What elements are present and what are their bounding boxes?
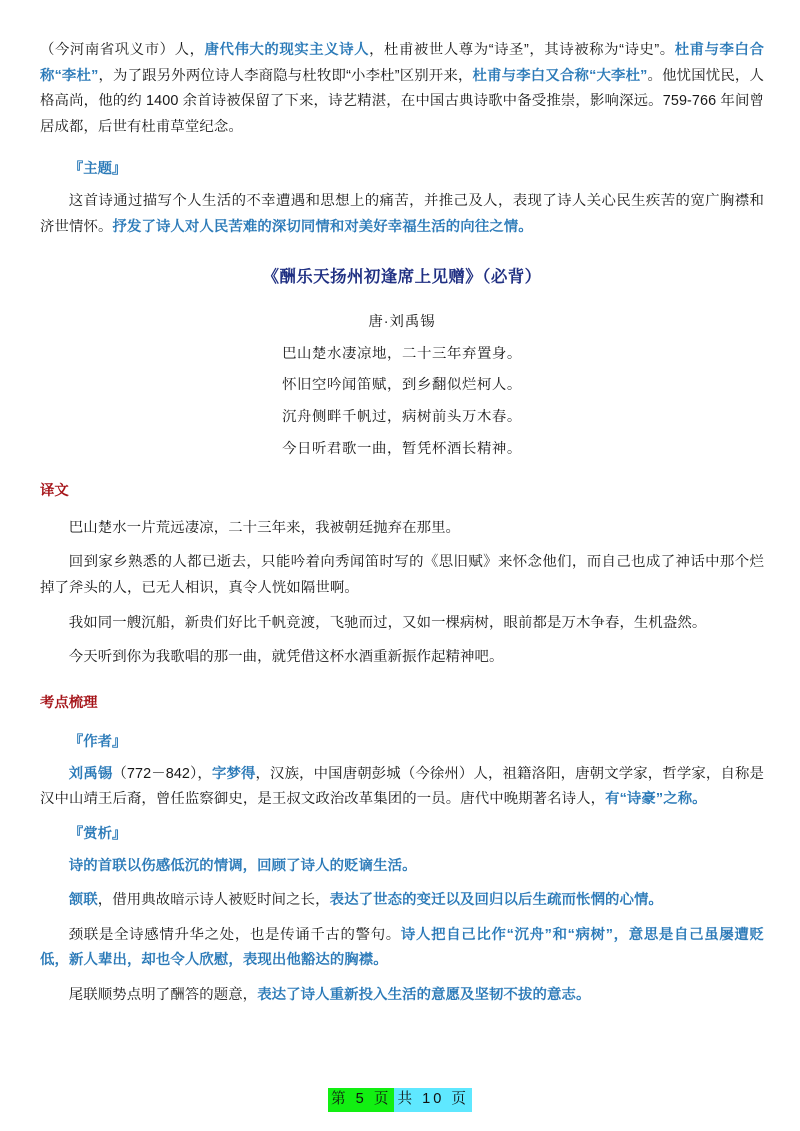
spacer (40, 716, 764, 730)
spacer (40, 602, 764, 611)
theme-paragraph (40, 189, 764, 240)
translation-paragraph: 回到家乡熟悉的人都已逝去，只能吟着向秀闻笛时写的《思旧赋》来怀念他们，而自己也成了神话中那个烂掉了斧头的人，已无人相识，真令人恍如隔世啊。 (40, 554, 764, 596)
author-section-heading: 『作者』 (68, 734, 127, 751)
spacer (40, 505, 764, 516)
spacer (40, 140, 764, 157)
spacer (40, 879, 764, 888)
translation-paragraph: 巴山楚水一片荒远凄凉，二十三年来，我被朝廷抛弃在那里。 (68, 519, 461, 536)
intro-plain-1: （今河南省巩义市）人， (40, 42, 205, 58)
spacer (40, 974, 764, 983)
author-highlight-2: 字梦得 (211, 765, 256, 782)
spacer (40, 290, 764, 310)
intro-paragraph (40, 38, 764, 140)
author-paragraph (40, 762, 764, 813)
intro-highlight-2: 杜甫与李白合称“李杜” (40, 42, 764, 84)
poem-line: 巴山楚水凄凉地，二十三年弃置身。 (282, 345, 522, 362)
theme-heading: 『主题』 (68, 161, 127, 178)
theme-plain-1: 这首诗通过描写个人生活的不幸遭遇和思想上的痛苦，并推己及人，表现了诗人关心民生疾苦的宽广胸襟和济世情怀。 (40, 192, 764, 235)
analysis-line-4-highlight: 表达了诗人重新投入生活的意愿及坚韧不拔的意志。 (257, 987, 591, 1004)
theme-highlight-1: 抒发了诗人对人民苦难的深切同情和对美好幸福生活的向往之情。 (112, 218, 533, 235)
poem-title: 《酬乐天扬州初逢席上见赠》（必背） (262, 268, 542, 287)
analysis-line-1 (40, 854, 764, 880)
analysis-line-1-highlight: 诗的首联以伤感低沉的情调，回顾了诗人的贬谪生活。 (68, 857, 417, 874)
spacer (40, 240, 764, 264)
analysis-line-2-plain: ，借用典故暗示诗人被贬时间之长， (97, 892, 330, 909)
translation-heading: 译文 (40, 483, 69, 500)
author-highlight-3: 有“诗豪”之称。 (605, 791, 707, 808)
poem-line: 沉舟侧畔千帆过，病树前头万木春。 (282, 408, 522, 425)
translation-paragraph: 我如同一艘沉船，新贵们好比千帆竞渡，飞驰而过，又如一棵病树，眼前都是万木争春，生机盎然。 (68, 614, 707, 631)
analysis-line-2 (40, 888, 764, 914)
author-plain-1: （772－842）， (112, 765, 212, 782)
author-plain-2: ，汉族，中国唐朝彭城（今徐州）人，祖籍洛阳，唐朝文学家，哲学家，自称是汉中山靖王后裔，曾任监察御史，是王叔文政治改革集团的一员。唐代中晚期著名诗人， (40, 765, 764, 808)
poem-line: 今日听君歌一曲，暂凭杯酒长精神。 (282, 440, 522, 457)
page-footer (0, 1088, 800, 1112)
intro-highlight-1: 唐代伟大的现实主义诗人 (204, 42, 370, 58)
analysis-line-2-highlight-a: 颔联 (68, 892, 98, 909)
author-highlight-1: 刘禹锡 (68, 765, 113, 782)
analysis-line-4 (40, 983, 764, 1009)
spacer (40, 462, 764, 479)
intro-highlight-3: 杜甫与李白又合称“大李杜” (472, 67, 648, 84)
spacer (40, 636, 764, 645)
spacer (40, 541, 764, 550)
spacer (40, 813, 764, 822)
intro-plain-4: 。他忧国忧民，人格高尚，他的约 1400 余首诗被保留了下来，诗艺精湛，在中国古典诗歌中备受推崇，影响深远。759-766 年间曾居成都，后世有杜甫草堂纪念。 (40, 67, 764, 135)
spacer (40, 914, 764, 923)
analysis-section-heading: 『赏析』 (68, 826, 127, 843)
analysis-line-3-highlight: 诗人把自己比作“沉舟”和“病树”，意思是自己虽屡遭贬低，新人辈出，却也令人欣慰，表现出他豁达的胸襟。 (40, 926, 765, 969)
analysis-line-2-highlight-b: 表达了世态的变迁以及回归以后生疏而怅惘的心情。 (329, 892, 663, 909)
intro-plain-3: ，为了跟另外两位诗人李商隐与杜牧即“小李杜”区别开来， (98, 67, 473, 84)
analysis-line-3 (40, 923, 764, 974)
intro-plain-2: ，杜甫被世人尊为“诗圣”，其诗被称为“诗史”。 (369, 42, 675, 58)
poem-author: 唐·刘禹锡 (368, 314, 436, 331)
footer-current-page: 第 5 页 (328, 1088, 394, 1112)
footer-total-pages: 共 10 页 (394, 1088, 472, 1112)
spacer (40, 671, 764, 691)
translation-paragraph: 今天听到你为我歌唱的那一曲，就凭借这杯水酒重新振作起精神吧。 (68, 649, 504, 666)
poem-line: 怀旧空吟闻笛赋，到乡翻似烂柯人。 (282, 377, 522, 394)
exam-heading: 考点梳理 (40, 694, 98, 711)
analysis-line-4-plain: 尾联顺势点明了酬答的题意， (68, 987, 258, 1004)
analysis-line-3-plain: 颈联是全诗感情升华之处，也是传诵千古的警句。 (68, 926, 401, 943)
